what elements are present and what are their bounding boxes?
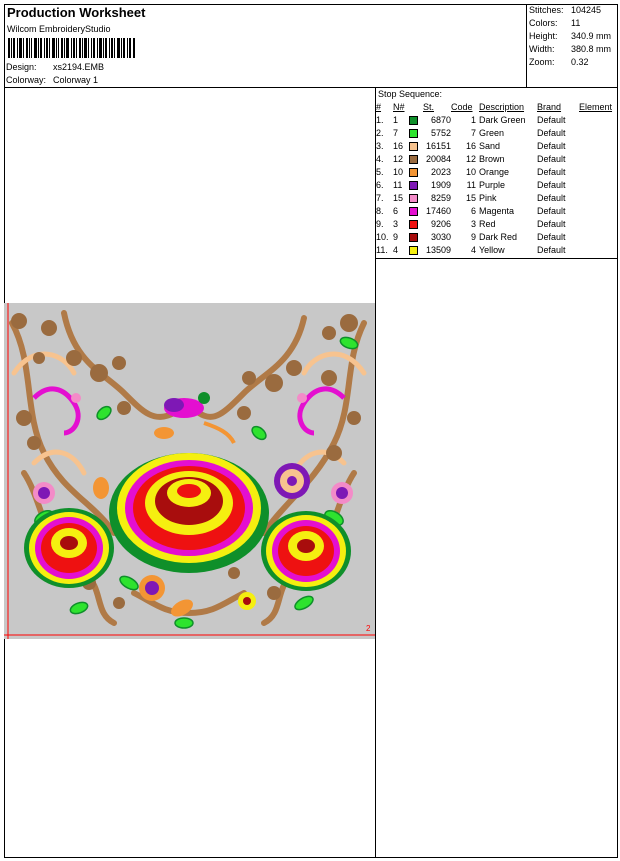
stat-value: 11 — [571, 18, 581, 28]
color-swatch-cell — [409, 165, 423, 178]
table-cell-element — [579, 217, 612, 230]
color-swatch — [409, 246, 418, 255]
table-row — [376, 217, 612, 230]
table-cell-code: 1 — [470, 114, 476, 125]
table-header-row — [376, 100, 612, 113]
table-cell-num: 5. — [376, 166, 384, 177]
stat-stitches — [529, 5, 601, 15]
table-cell-n: 12 — [393, 153, 404, 164]
table-cell-n: 7 — [393, 127, 399, 138]
table-row — [376, 230, 612, 243]
table-cell-desc: Magenta — [479, 205, 515, 216]
table-cell-brand: Default — [537, 127, 566, 138]
stat-value: 0.32 — [571, 57, 589, 67]
table-cell-element — [579, 165, 612, 178]
table-cell-num: 7. — [376, 192, 384, 203]
header-panel — [4, 4, 527, 88]
table-cell-n: 16 — [393, 140, 404, 151]
table-row — [376, 152, 612, 165]
table-cell-num: 8. — [376, 205, 384, 216]
table-cell-desc: Purple — [479, 179, 506, 190]
column-header: Code — [451, 101, 473, 112]
column-header-swatch — [409, 100, 423, 113]
table-cell-code: 15 — [465, 192, 476, 203]
stop-sequence-title: Stop Sequence: — [378, 89, 443, 99]
table-cell-num: 9. — [376, 218, 384, 229]
table-cell-num: 10. — [376, 231, 389, 242]
stat-label: Height: — [529, 31, 558, 41]
page-title: Production Worksheet — [7, 5, 146, 20]
color-swatch-cell — [409, 243, 423, 256]
table-cell-brand: Default — [537, 166, 566, 177]
color-swatch-cell — [409, 204, 423, 217]
colorway-value: Colorway 1 — [53, 75, 99, 85]
stop-sequence-panel — [375, 87, 618, 259]
stat-label: Colors: — [529, 18, 558, 28]
table-cell-n: 15 — [393, 192, 404, 203]
table-cell-n: 3 — [393, 218, 399, 229]
table-row — [376, 178, 612, 191]
table-cell-element — [579, 204, 612, 217]
table-cell-st: 3030 — [430, 231, 451, 242]
table-cell-element — [579, 126, 612, 139]
color-swatch — [409, 207, 418, 216]
stat-value: 340.9 mm — [571, 31, 612, 41]
table-cell-desc: Dark Green — [479, 114, 526, 125]
table-cell-code: 12 — [465, 153, 476, 164]
table-cell-element — [579, 152, 612, 165]
table-cell-desc: Brown — [479, 153, 505, 164]
table-row — [376, 204, 612, 217]
table-cell-brand: Default — [537, 140, 566, 151]
table-cell-st: 20084 — [425, 153, 451, 164]
table-cell-element — [579, 191, 612, 204]
table-cell-desc: Pink — [479, 192, 497, 203]
color-swatch-cell — [409, 126, 423, 139]
stat-width — [529, 44, 611, 54]
column-header: # — [376, 101, 382, 112]
page-marker: 2 — [366, 624, 371, 633]
table-cell-code: 7 — [470, 127, 476, 138]
color-swatch — [409, 233, 418, 242]
column-header: Element — [579, 101, 613, 112]
color-swatch — [409, 181, 418, 190]
peony-center — [109, 453, 269, 573]
table-cell-code: 10 — [465, 166, 476, 177]
table-cell-brand: Default — [537, 205, 566, 216]
software-name: Wilcom EmbroideryStudio — [7, 24, 111, 34]
table-cell-n: 4 — [393, 244, 399, 255]
table-cell-element — [579, 243, 612, 256]
design-row — [6, 62, 104, 72]
table-cell-brand: Default — [537, 179, 566, 190]
table-row — [376, 243, 612, 256]
stat-zoom — [529, 57, 589, 67]
design-label: Design: — [6, 62, 37, 72]
table-cell-st: 8259 — [430, 192, 451, 203]
table-cell-n: 1 — [393, 114, 399, 125]
design-value: xs2194.EMB — [53, 62, 105, 72]
table-cell-num: 11. — [376, 244, 388, 255]
color-swatch — [409, 129, 418, 138]
table-cell-element — [579, 230, 612, 243]
table-cell-n: 9 — [393, 231, 399, 242]
table-cell-num: 3. — [376, 140, 384, 151]
table-cell-desc: Red — [479, 218, 496, 229]
colorway-label: Colorway: — [6, 75, 47, 85]
color-swatch-cell — [409, 178, 423, 191]
stat-label: Zoom: — [529, 57, 555, 67]
embroidery-design-preview — [4, 303, 375, 639]
table-cell-num: 2. — [376, 127, 384, 138]
stat-height — [529, 31, 611, 41]
table-cell-num: 1. — [376, 114, 384, 125]
table-cell-st: 2023 — [430, 166, 451, 177]
stop-sequence-body — [376, 113, 612, 256]
colorway-row — [6, 75, 98, 85]
table-cell-code: 16 — [465, 140, 476, 151]
table-cell-n: 11 — [393, 179, 403, 190]
peony-right — [261, 511, 351, 591]
column-header: St. — [423, 101, 435, 112]
table-row — [376, 139, 612, 152]
table-cell-brand: Default — [537, 231, 566, 242]
table-cell-brand: Default — [537, 153, 566, 164]
stat-colors — [529, 18, 580, 28]
color-swatch-cell — [409, 113, 423, 126]
table-cell-n: 6 — [393, 205, 399, 216]
table-cell-desc: Yellow — [479, 244, 505, 255]
stat-label: Stitches: — [529, 5, 564, 15]
column-header: Brand — [537, 101, 562, 112]
table-cell-brand: Default — [537, 192, 566, 203]
table-cell-desc: Sand — [479, 140, 501, 151]
table-cell-st: 1909 — [430, 179, 451, 190]
stat-value: 104245 — [571, 5, 602, 15]
color-swatch — [409, 194, 418, 203]
table-cell-brand: Default — [537, 244, 566, 255]
stat-value: 380.8 mm — [571, 44, 612, 54]
peony-left — [24, 508, 114, 588]
table-cell-desc: Green — [479, 127, 505, 138]
color-swatch — [409, 142, 418, 151]
color-swatch — [409, 220, 418, 229]
color-swatch-cell — [409, 230, 423, 243]
stat-label: Width: — [529, 44, 555, 54]
table-cell-st: 5752 — [430, 127, 451, 138]
table-cell-num: 4. — [376, 153, 384, 164]
table-cell-n: 10 — [393, 166, 404, 177]
table-cell-desc: Orange — [479, 166, 510, 177]
table-cell-st: 13509 — [425, 244, 451, 255]
table-row — [376, 126, 612, 139]
table-cell-num: 6. — [376, 179, 384, 190]
table-cell-st: 17460 — [425, 205, 451, 216]
table-cell-code: 3 — [470, 218, 476, 229]
barcode-image — [8, 38, 135, 58]
table-cell-code: 11 — [466, 179, 476, 190]
table-cell-code: 4 — [470, 244, 476, 255]
color-swatch-cell — [409, 139, 423, 152]
table-cell-element — [579, 139, 612, 152]
column-header: N# — [393, 101, 405, 112]
color-swatch-cell — [409, 217, 423, 230]
table-cell-st: 16151 — [425, 140, 451, 151]
color-swatch — [409, 168, 418, 177]
color-swatch-cell — [409, 191, 423, 204]
table-cell-element — [579, 178, 612, 191]
stop-sequence-table — [376, 100, 612, 256]
column-header: Description — [479, 101, 525, 112]
table-cell-element — [579, 113, 612, 126]
table-cell-brand: Default — [537, 218, 566, 229]
table-cell-st: 6870 — [430, 114, 451, 125]
color-swatch — [409, 116, 418, 125]
table-cell-st: 9206 — [430, 218, 451, 229]
table-cell-code: 9 — [470, 231, 476, 242]
table-row — [376, 165, 612, 178]
color-swatch — [409, 155, 418, 164]
stats-panel — [526, 4, 618, 88]
table-cell-code: 6 — [470, 205, 476, 216]
table-row — [376, 191, 612, 204]
table-cell-desc: Dark Red — [479, 231, 518, 242]
table-cell-brand: Default — [537, 114, 566, 125]
table-row — [376, 113, 612, 126]
color-swatch-cell — [409, 152, 423, 165]
